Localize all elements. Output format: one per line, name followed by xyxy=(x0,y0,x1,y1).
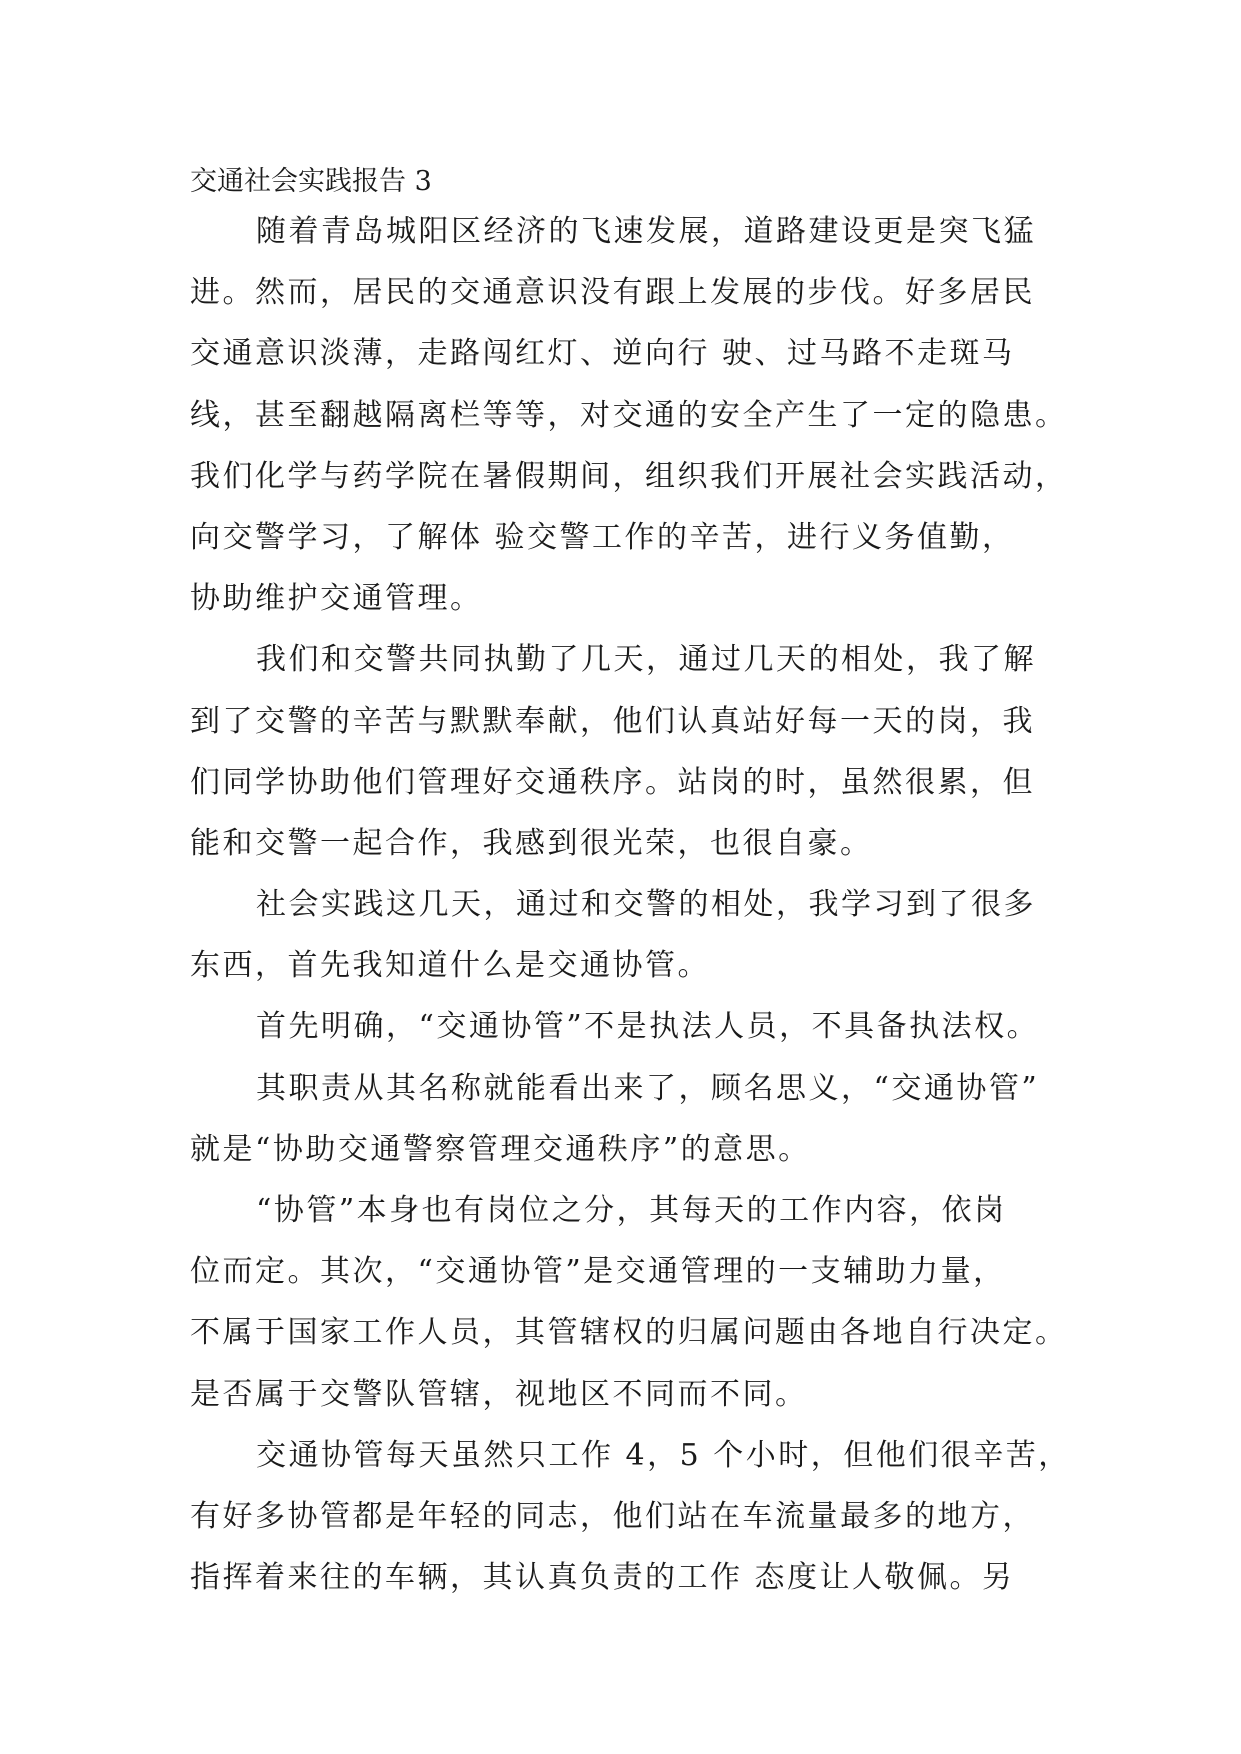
text-line: 向交警学习，了解体 验交警工作的辛苦，进行义务值勤， xyxy=(190,519,1015,555)
paragraph-2 xyxy=(190,629,1070,874)
text-line: 指挥着来往的车辆，其认真负责的工作 态度让人敬佩。另 xyxy=(190,1560,1015,1596)
document-title: 交通社会实践报告 3 xyxy=(190,166,432,197)
text-line: “协管”本身也有岗位之分，其每天的工作内容，依岗 xyxy=(256,1193,1007,1228)
document-body xyxy=(190,163,1070,1608)
paragraph-7 xyxy=(190,1425,1070,1609)
paragraph-6 xyxy=(190,1180,1070,1425)
text-line: 社会实践这几天，通过和交警的相处，我学习到了很多 xyxy=(256,887,1036,923)
text-line: 们同学协助他们管理好交通秩序。站岗的时，虽然很累，但 xyxy=(190,764,1035,800)
text-line: 东西，首先我知道什么是交通协管。 xyxy=(190,948,710,984)
text-line: 交通意识淡薄，走路闯红灯、逆向行 驶、过马路不走斑马 xyxy=(190,336,1015,372)
text-line: 到了交警的辛苦与默默奉献，他们认真站好每一天的岗，我 xyxy=(190,703,1035,739)
text-line: 就是“协助交通警察管理交通秩序”的意思。 xyxy=(190,1131,811,1167)
text-line: 能和交警一起合作，我感到很光荣，也很自豪。 xyxy=(190,825,873,861)
paragraph-1 xyxy=(190,201,1070,629)
paragraph-3 xyxy=(190,874,1070,996)
text-line: 协助维护交通管理。 xyxy=(190,581,483,617)
text-line: 首先明确，“交通协管”不是执法人员，不具备执法权。 xyxy=(256,1009,1040,1045)
text-line: 是否属于交警队管辖，视地区不同而不同。 xyxy=(190,1376,808,1412)
text-line: 我们和交警共同执勤了几天，通过几天的相处，我了解 xyxy=(256,642,1036,678)
text-line: 我们化学与药学院在暑假期间，组织我们开展社会实践活动， xyxy=(190,458,1068,494)
text-line: 有好多协管都是年轻的同志，他们站在车流量最多的地方， xyxy=(190,1498,1035,1534)
paragraph-5 xyxy=(190,1058,1070,1180)
text-line: 进。然而，居民的交通意识没有跟上发展的步伐。好多居民 xyxy=(190,275,1035,311)
text-line: 交通协管每天虽然只工作 4，5 个小时，但他们很辛苦， xyxy=(256,1437,1071,1473)
text-line: 位而定。其次，“交通协管”是交通管理的一支辅助力量， xyxy=(190,1254,1006,1290)
text-line: 其职责从其名称就能看出来了，顾名思义，“交通协管” xyxy=(256,1070,1040,1106)
text-line: 随着青岛城阳区经济的飞速发展，道路建设更是突飞猛 xyxy=(256,214,1036,249)
text-line: 不属于国家工作人员，其管辖权的归属问题由各地自行决定。 xyxy=(190,1315,1068,1351)
paragraph-4 xyxy=(190,996,1070,1057)
text-line: 线，甚至翻越隔离栏等等，对交通的安全产生了一定的隐患。 xyxy=(190,397,1068,433)
